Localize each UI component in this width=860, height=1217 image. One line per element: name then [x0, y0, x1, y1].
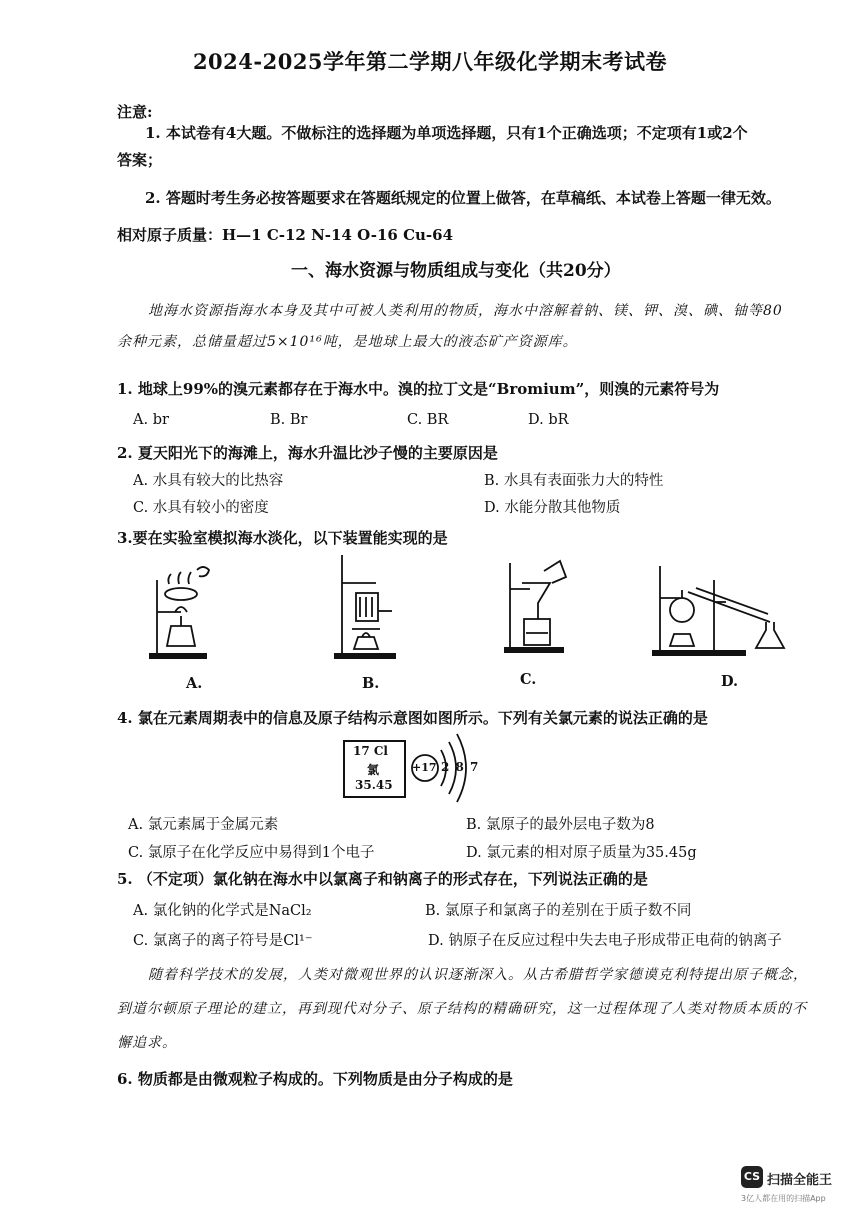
page-title: 2024-2025学年第二学期八年级化学期末考试卷 — [192, 49, 668, 74]
q2-option-c: C. 水具有较小的密度 — [133, 500, 269, 516]
q3-option-d: D. — [721, 673, 739, 690]
notice-item-1: 1. 本试卷有4大题。不做标注的选择题为单项选择题，只有1个正确选项；不定项有1或2个 — [145, 124, 748, 142]
question-4-stem: 4. 氯在元素周期表中的信息及原子结构示意图如图所示。下列有关氯元素的说法正确的是 — [117, 709, 708, 727]
apparatus-a-diagram — [145, 550, 215, 665]
q5-option-a: A. 氯化钠的化学式是NaCl₂ — [133, 903, 312, 919]
q4-option-a: A. 氯元素属于金属元素 — [128, 817, 279, 833]
scanner-app-tagline: 3亿人都在用的扫描App — [741, 1194, 826, 1203]
apparatus-b-diagram — [330, 553, 405, 663]
passage-line: 懈追求。 — [117, 1035, 177, 1051]
q4-option-d: D. 氯元素的相对原子质量为35.45g — [466, 845, 697, 861]
scanner-logo-icon: CS — [741, 1166, 763, 1188]
q5-option-d: D. 钠原子在反应过程中失去电子形成带正电荷的钠离子 — [428, 933, 782, 949]
apparatus-c-diagram — [500, 553, 575, 658]
scanner-app-name: 扫描全能王 — [767, 1173, 833, 1188]
cell-atomic-mass: 35.45 — [355, 778, 393, 792]
passage-line: 余种元素，总储量超过5×10¹⁶吨，是地球上最大的液态矿产资源库。 — [117, 334, 578, 350]
q1-option-c: C. BR — [407, 412, 449, 428]
q1-option-b: B. Br — [270, 412, 308, 428]
question-1-stem: 1. 地球上99%的溴元素都存在于海水中。溴的拉丁文是“Bromium”，则溴的元素符号为 — [117, 380, 720, 398]
q2-option-a: A. 水具有较大的比热容 — [133, 473, 284, 489]
passage-line: 到道尔顿原子理论的建立，再到现代对分子、原子结构的精确研究，这一过程体现了人类对物质本质的不 — [117, 1001, 807, 1017]
q1-option-a: A. br — [133, 412, 169, 428]
question-2-stem: 2. 夏天阳光下的海滩上，海水升温比沙子慢的主要原因是 — [117, 444, 498, 462]
cell-element-name: 氯 — [367, 763, 380, 777]
q4-option-c: C. 氯原子在化学反应中易得到1个电子 — [128, 845, 375, 861]
notice-item-2: 2. 答题时考生务必按答题要求在答题纸规定的位置上做答，在草稿纸、本试卷上答题一律无效。 — [145, 189, 781, 207]
question-6-stem: 6. 物质都是由微观粒子构成的。下列物质是由分子构成的是 — [117, 1070, 513, 1088]
passage-line: 地海水资源指海水本身及其中可被人类利用的物质，海水中溶解着钠、镁、钾、溴、碘、铀等80 — [148, 303, 783, 319]
q5-option-c: C. 氯离子的离子符号是Cl¹⁻ — [133, 933, 313, 949]
notice-heading: 注意: — [117, 103, 153, 121]
q3-option-a: A. — [186, 675, 203, 692]
notice-item-1-cont: 答案； — [117, 151, 163, 169]
electron-shells: 2 8 7 — [441, 760, 480, 774]
periodic-table-cell — [343, 740, 406, 798]
q5-option-b: B. 氯原子和氯离子的差别在于质子数不同 — [425, 903, 692, 919]
q3-option-b: B. — [362, 675, 380, 692]
apparatus-d-diagram — [650, 560, 800, 660]
q2-option-b: B. 水具有表面张力大的特性 — [484, 473, 664, 489]
q2-option-d: D. 水能分散其他物质 — [484, 500, 621, 516]
cell-number-symbol: 17 Cl — [353, 744, 388, 758]
q4-option-b: B. 氯原子的最外层电子数为8 — [466, 817, 655, 833]
section-heading: 一、海水资源与物质组成与变化（共20分） — [291, 261, 621, 281]
q3-option-c: C. — [520, 671, 537, 688]
atomic-masses: 相对原子质量：H—1 C-12 N-14 O-16 Cu-64 — [117, 226, 454, 244]
question-5-stem: 5. （不定项）氯化钠在海水中以氯离子和钠离子的形式存在，下列说法正确的是 — [117, 870, 648, 888]
passage-line: 随着科学技术的发展，人类对微观世界的认识逐渐深入。从古希腊哲学家德谟克利特提出原子概念， — [148, 967, 808, 983]
question-3-stem: 3.要在实验室模拟海水淡化，以下装置能实现的是 — [117, 529, 448, 547]
nucleus-charge: +17 — [412, 761, 437, 774]
q1-option-d: D. bR — [528, 412, 569, 428]
